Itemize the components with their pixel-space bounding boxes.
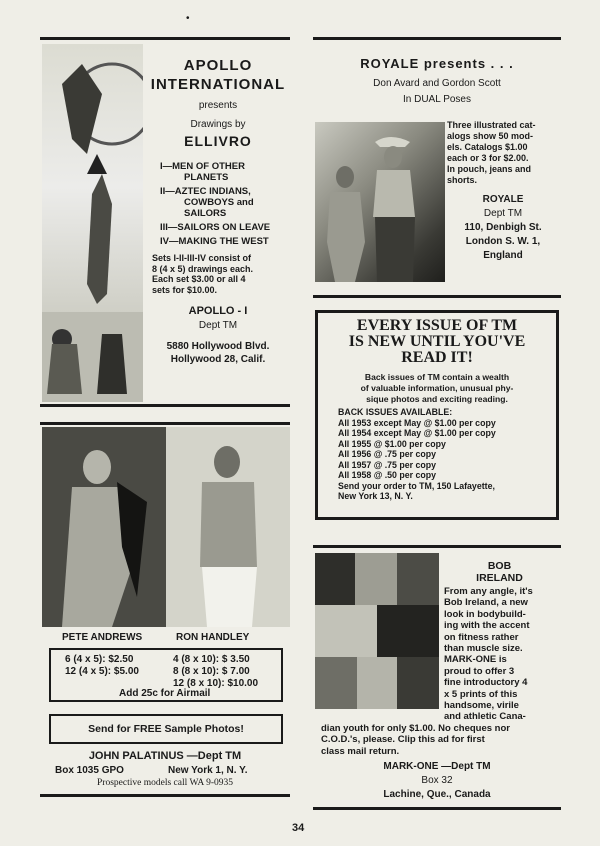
- royale-top-rule: [313, 37, 561, 40]
- apollo-bottom-rule: [40, 404, 290, 407]
- apollo-dept: Dept TM: [198, 320, 238, 331]
- bob-name: MARK-ONE —Dept TM: [383, 761, 491, 772]
- bob-top-rule: [313, 545, 561, 548]
- bob-address: MARK-ONE —Dept TM Box 32 Lachine, Que., Canada: [313, 760, 561, 802]
- page-mark: •: [186, 13, 190, 24]
- page-number: 34: [292, 822, 305, 834]
- apollo-ad-text: [148, 44, 288, 365]
- palatinus-model-right: RON HANDLEY: [176, 632, 250, 643]
- palatinus-photo: [42, 427, 290, 627]
- apollo-top-rule: [40, 37, 290, 40]
- apollo-street: 5880 Hollywood Blvd.: [166, 341, 270, 352]
- apollo-drawings-by: Drawings by: [190, 119, 246, 130]
- palatinus-box: Box 1035 GPO: [55, 765, 124, 776]
- tm-back-issues-box: [315, 310, 559, 520]
- price-left: 6 (4 x 5): $2.50 12 (4 x 5): $5.00: [65, 654, 139, 677]
- apollo-artist: ELLIVRO: [184, 133, 252, 149]
- bob-wide-text: dian youth for only $1.00. No cheques nor C.O.D.'s, please. Clip this ad for first class mail return.: [321, 723, 510, 757]
- palatinus-city: New York 1, N. Y.: [168, 765, 248, 776]
- royale-address: ROYALE Dept TM 110, Denbigh St. London S. W. 1, England: [447, 193, 559, 263]
- bob-headline: BOB IRELAND: [476, 560, 523, 584]
- apollo-brand-line1: APOLLO: [183, 57, 253, 74]
- price-right: 4 (8 x 10): $ 3.50 8 (8 x 10): $ 7.00 12 (8 x 10): $10.00: [173, 654, 259, 689]
- palatinus-model-left: PETE ANDREWS: [62, 632, 143, 643]
- palatinus-name: JOHN PALATINUS —Dept TM: [88, 750, 242, 762]
- apollo-set-1: I—MEN OF OTHER PLANETS: [160, 161, 245, 183]
- apollo-illustration: [42, 44, 143, 402]
- royale-photo: [315, 122, 445, 282]
- royale-name: ROYALE: [482, 194, 524, 205]
- palatinus-models-call: Prospective models call WA 9-0935: [97, 778, 233, 788]
- airmail-note: Add 25c for Airmail: [119, 688, 211, 699]
- royale-description: Three illustrated cat- alogs show 50 mod- els. Catalogs $1.00 each or 3 for $2.00. In pouch, jeans and shorts.: [447, 120, 536, 185]
- royale-poses: In DUAL Poses: [403, 94, 471, 105]
- apollo-address-name: APOLLO - I: [188, 305, 248, 317]
- bob-bottom-rule: [313, 807, 561, 810]
- royale-bottom-rule: [313, 295, 561, 298]
- apollo-set-4: IV—MAKING THE WEST: [160, 236, 269, 247]
- royale-models: Don Avard and Gordon Scott: [373, 78, 501, 89]
- bob-narrow-text: From any angle, it's Bob Ireland, a new look in bodybuild- ing with the accent on fitness rather than muscle size. MARK-ONE is proud to offer 3 fine introductory 4 x 5 prints of this handsome, virile and athletic Cana-: [444, 586, 533, 723]
- palatinus-bottom-rule: [40, 794, 290, 797]
- free-sample-box: Send for FREE Sample Photos!: [49, 714, 283, 744]
- royale-headline: ROYALE presents . . .: [360, 56, 514, 71]
- tm-body: Back issues of TM contain a wealth of valuable information, unusual phy- sique photos and exciting reading.: [360, 372, 514, 404]
- apollo-brand-line2: INTERNATIONAL: [150, 76, 286, 93]
- palatinus-price-box: [49, 648, 283, 702]
- bob-collage-photo: [315, 553, 439, 709]
- apollo-sets-info: Sets I-II-III-IV consist of 8 (4 x 5) drawings each. Each set $3.00 or all 4 sets for $10.00.: [152, 253, 254, 295]
- apollo-set-3: III—SAILORS ON LEAVE: [160, 222, 271, 233]
- tm-headline: EVERY ISSUE OF TM IS NEW UNTIL YOU'VE READ IT!: [348, 317, 526, 366]
- tm-prices: BACK ISSUES AVAILABLE: All 1953 except May @ $1.00 per copy All 1954 except May @ $1.00 per copy All 1955 @ $1.00 per copy All 1956 @ .75 per copy All 1957 @ .75 per copy All 1958 @ .50 per copy Send your order to TM, 150 Lafayette, New York 13, N. Y.: [338, 407, 556, 502]
- tm-back-issues-label: BACK ISSUES AVAILABLE:: [338, 407, 453, 417]
- palatinus-top-rule: [40, 422, 290, 425]
- apollo-set-2: II—AZTEC INDIANS, COWBOYS and SAILORS: [160, 186, 254, 219]
- apollo-presents: presents: [198, 100, 238, 111]
- apollo-city: Hollywood 28, Calif.: [170, 354, 266, 365]
